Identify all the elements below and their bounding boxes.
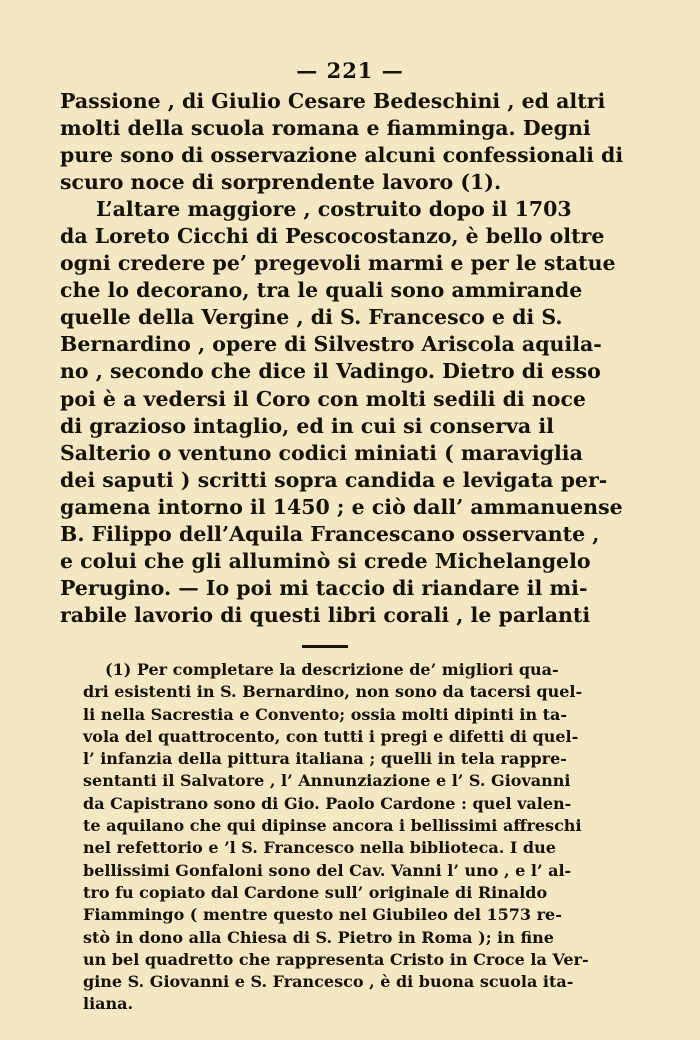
main-text-line: e colui che gli alluminò si crede Michelangelo [60, 548, 591, 573]
main-text-line: dei saputi ) scritti sopra candida e levigata per- [60, 467, 608, 492]
footnote-line: nel refettorio e ’l S. Francesco nella biblioteca. I due [83, 838, 556, 858]
footnote-line: tro fu copiato dal Cardone sull’ originale di Rinaldo [83, 882, 548, 902]
footnote-line: l’ infanzia della pittura italiana ; quelli in tela rappre- [83, 749, 567, 769]
main-text-line: Passione , di Giulio Cesare Bedeschini , ed altri [60, 89, 606, 113]
footnote-line: liana. [83, 994, 134, 1014]
main-text-line: Salterio o ventuno codici miniati ( maraviglia [60, 440, 583, 465]
footnote-line: dri esistenti in S. Bernardino, non sono da tacersi quel- [83, 682, 583, 702]
footnote-line: vola del quattrocento, con tutti i pregi e difetti di quel- [83, 726, 579, 746]
footnote-separator-rule [302, 645, 348, 648]
main-text-line: ogni credere pe’ pregevoli marmi e per le statue [60, 251, 616, 276]
main-text-line: che lo decorano, tra le quali sono ammirande [60, 278, 583, 303]
main-text-line: rabile lavorio di questi libri corali , le parlanti [60, 602, 591, 627]
main-text-line: di grazioso intaglio, ed in cui si conserva il [60, 413, 554, 438]
main-text-line: scuro noce di sorprendente lavoro (1). [60, 170, 502, 195]
main-text-line: no , secondo che dice il Vadingo. Dietro di esso [60, 359, 601, 384]
footnote-line: bellissimi Gonfaloni sono del Cav. Vanni l’ uno , e l’ al- [83, 860, 572, 880]
main-text [60, 88, 624, 629]
footnote-line: Fiammingo ( mentre questo nel Giubileo del 1573 re- [83, 905, 562, 925]
footnote-line: li nella Sacrestia e Convento; ossia molti dipinti in ta- [83, 704, 568, 724]
footnote-line: (1) Per completare la descrizione de’ migliori qua- [105, 660, 559, 679]
footnote [83, 659, 589, 1016]
footnote-line: te aquilano che qui dipinse ancora i bellissimi affreschi [83, 816, 582, 836]
main-text-line: pure sono di osservazione alcuni confessionali di [60, 143, 624, 168]
main-text-line: L’altare maggiore , costruito dopo il 1703 [96, 197, 572, 222]
main-text-line: gamena intorno il 1450 ; e ciò dall’ ammanuense [60, 494, 623, 519]
main-text-line: molti della scuola romana e fiamminga. Degni [60, 116, 591, 141]
footnote-line: sentanti il Salvatore , l’ Annunziazione e l’ S. Giovanni [83, 771, 571, 791]
footnote-line: da Capistrano sono di Gio. Paolo Cardone : quel valen- [83, 793, 572, 813]
main-text-line: Bernardino , opere di Silvestro Ariscola aquila- [60, 332, 602, 357]
main-text-line: poi è a vedersi il Coro con molti sedili di noce [60, 386, 586, 411]
page-number: — 221 — [296, 58, 404, 83]
main-text-line: quelle della Vergine , di S. Francesco e di S. [60, 305, 563, 330]
main-text-line: Perugino. — Io poi mi taccio di riandare il mi- [60, 575, 588, 600]
footnote-line: stò in dono alla Chiesa di S. Pietro in Roma ); in fine [83, 927, 554, 947]
footnote-line: un bel quadretto che rappresenta Cristo in Croce la Ver- [83, 949, 589, 969]
main-text-line: da Loreto Cicchi di Pescocostanzo, è bello oltre [60, 224, 605, 249]
footnote-line: gine S. Giovanni e S. Francesco , è di buona scuola ita- [83, 972, 574, 992]
main-text-line: B. Filippo dell’Aquila Francescano osservante , [60, 521, 600, 546]
